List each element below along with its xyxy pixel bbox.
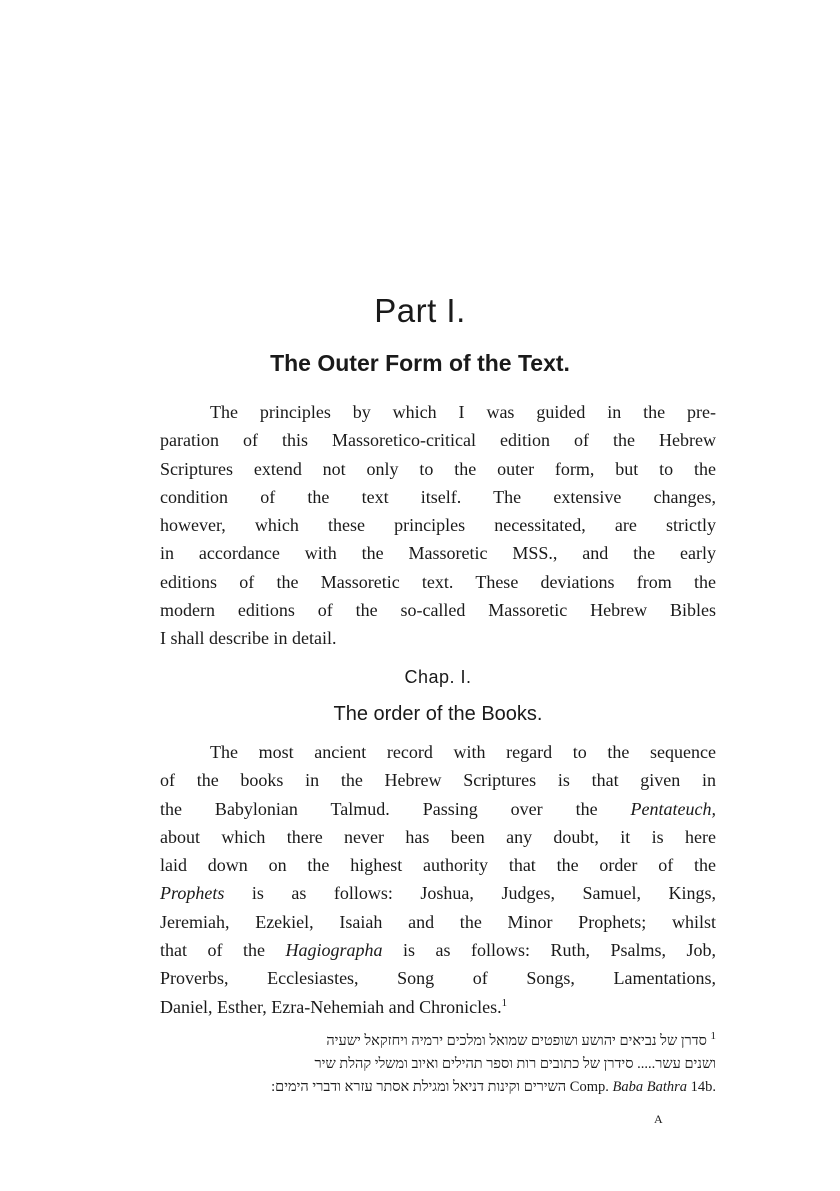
paragraph-line: condition of the text itself. The extensive changes, xyxy=(160,486,716,507)
paragraph-line: Proverbs, Ecclesiastes, Song of Songs, Lamentations, xyxy=(160,968,716,989)
italic-term: Hagiographa xyxy=(285,940,383,961)
footnote-line: השירים וקינות דניאל ומגילת אסתר עזרא ודברי הימים: Comp. Baba Bathra 14b. xyxy=(271,1079,716,1095)
paragraph-line: Prophets is as follows: Joshua, Judges, Samuel, Kings, xyxy=(160,883,716,904)
paragraph-line: Jeremiah, Ezekiel, Isaiah and the Minor Prophets; whilst xyxy=(160,911,716,932)
paragraph-line: paration of this Massoretico-critical edition of the Hebrew xyxy=(160,430,716,451)
section-title: The Outer Form of the Text. xyxy=(270,350,570,376)
footnotes xyxy=(160,1030,716,1099)
intro-paragraph xyxy=(160,398,716,653)
paragraph-line: that of the Hagiographa is as follows: Ruth, Psalms, Job, xyxy=(160,940,716,961)
books-order-paragraph xyxy=(160,738,716,1021)
paragraph-line: of the books in the Hebrew Scriptures is that given in xyxy=(160,770,716,791)
paragraph-line: Daniel, Esther, Ezra-Nehemiah and Chronicles.$^1$ xyxy=(160,996,508,1017)
paragraph-line: editions of the Massoretic text. These deviations from the xyxy=(160,571,716,592)
paragraph-line: The most ancient record with regard to the sequence xyxy=(210,742,716,762)
paragraph-line: about which there never has been any doubt, it is here xyxy=(160,826,716,847)
paragraph-line: modern editions of the so-called Massoretic Hebrew Bibles xyxy=(160,600,716,621)
paragraph-line: I shall describe in detail. xyxy=(160,628,337,649)
italic-term: Prophets xyxy=(160,883,225,904)
paragraph-line: Scriptures extend not only to the outer form, but to the xyxy=(160,458,716,479)
paragraph-line: however, which these principles necessitated, are strictly xyxy=(160,515,716,536)
signature-mark: A xyxy=(654,1112,663,1126)
paragraph-line: the Babylonian Talmud. Passing over the Pentateuch, xyxy=(160,798,717,819)
footnote-reference[interactable]: 1 xyxy=(501,996,508,1009)
footnote-line: $^1$ סדרן של נביאים יהושע ושופטים שמואל ומלכים ירמיה ויחזקאל ישעיה xyxy=(326,1030,716,1049)
footnote-marker: 1 xyxy=(710,1030,716,1043)
paragraph-line: in accordance with the Massoretic MSS., and the early xyxy=(160,543,716,564)
footnote-line: ושנים עשר..... סידרן של כתובים רות וספר תהילים ואיוב ומשלי קהלת שיר xyxy=(314,1056,716,1072)
citation: Baba Bathra xyxy=(612,1079,687,1095)
italic-term: Pentateuch, xyxy=(630,798,717,819)
paragraph-line: The principles by which I was guided in the pre- xyxy=(210,402,716,422)
chapter-subtitle: The order of the Books. xyxy=(333,703,543,725)
paragraph-line: laid down on the highest authority that the order of the xyxy=(160,855,716,876)
part-title: Part I. xyxy=(374,292,466,329)
chapter-title: Chap. I. xyxy=(404,667,472,687)
